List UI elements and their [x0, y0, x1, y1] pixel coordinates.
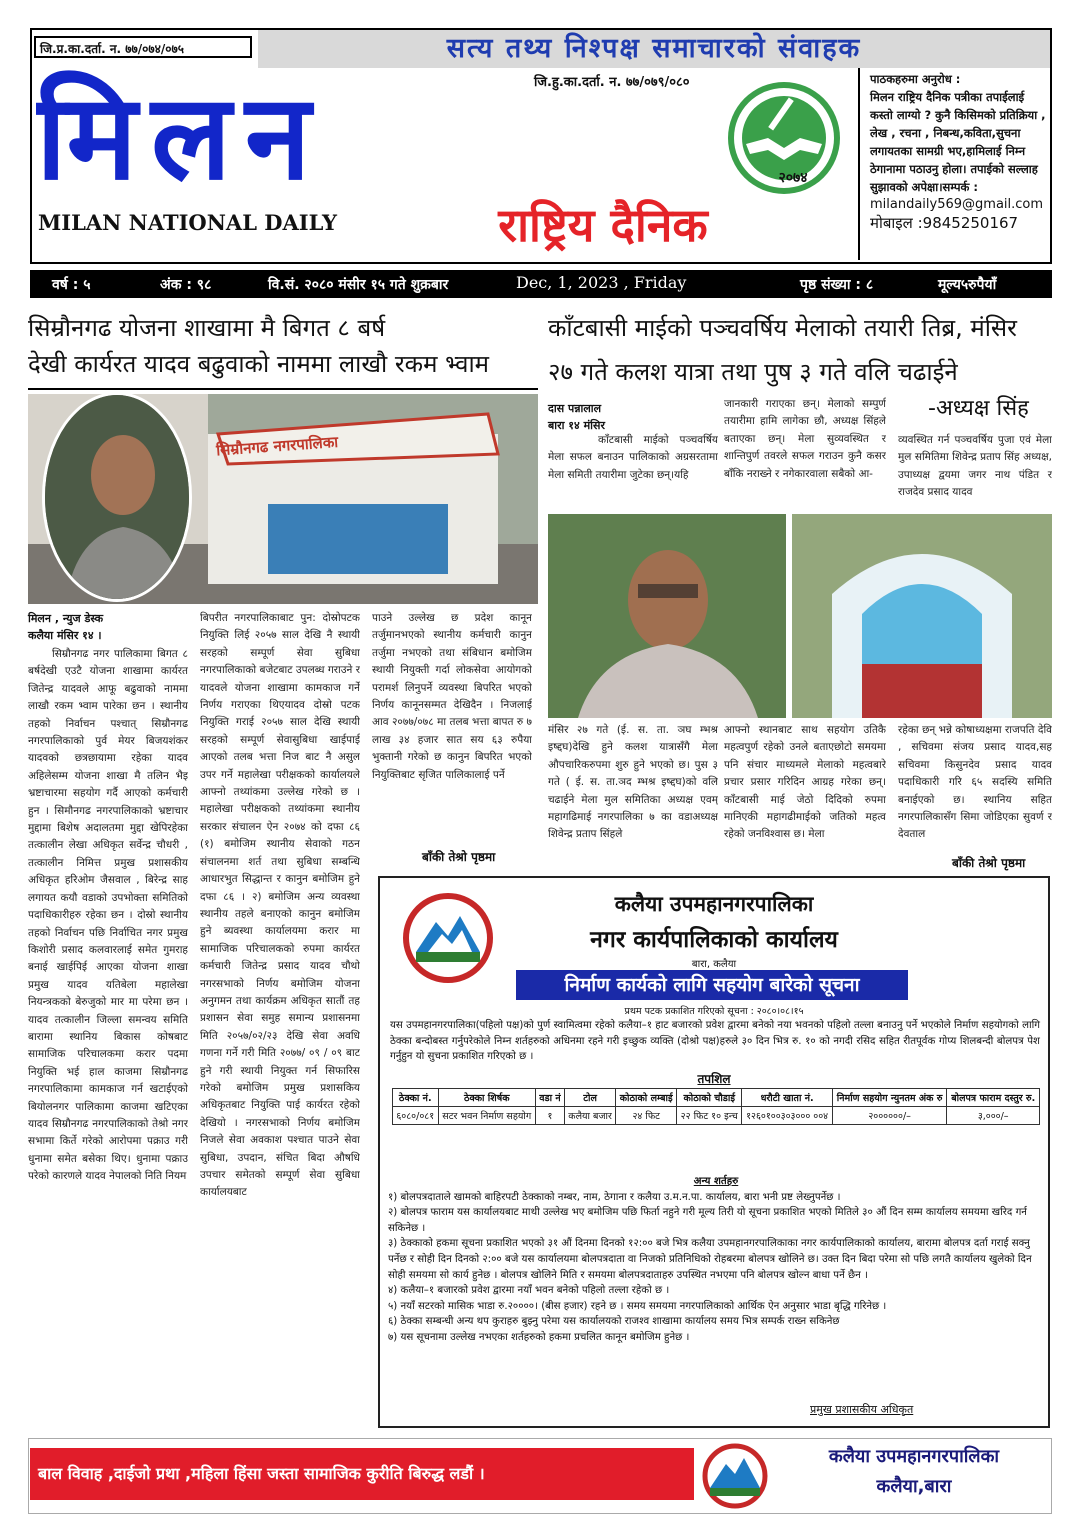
shrine-photo: [792, 514, 1052, 718]
newspaper-subtitle: राष्ट्रिय दैनिक: [498, 198, 708, 252]
footer-org-address: कलैया,बारा: [876, 1476, 952, 1497]
tender-table-cell: कलैया बजार: [564, 1107, 615, 1125]
social-slogan-banner: बाल विवाह ,दाईजो प्रथा ,महिला हिंसा जस्ता सामाजिक कुरीति बिरुद्ध लडौं ।: [30, 1448, 694, 1500]
left-story-continued[interactable]: बाँकी तेश्रो पृष्ठमा: [422, 850, 496, 864]
contact-phone[interactable]: मोबाइल :9845250167: [870, 214, 1019, 232]
left-story-column-1: सिम्रौनगढ नगर पालिकामा बिगत ८ बर्षदेखी एउटै योजना शाखामा कार्यरत जितेन्द्र यादवले आफू बढुवाको नाममा लाखौ रकम भ्वाम पारेका छन । स्थानीय तहको निर्वाचन पश्चात् सिम्रौनगढ नगरपालिकाको पुर्व मेयर बिजयशंकर यादवको छत्रछायामा रहेका यादव अहिलेसम्म योजना शाखा मै तलिन भैइ भ्रष्टाचारमा सहयोग गर्दै आएको कर्मचारी हुन । सिमौनगढ नगरपालिकाको भ्रष्टाचार मुद्दामा बिशेष अदालतमा मुद्दा खेपिरहेका तत्कालीन लेखा अधिकृत सर्वेन्द्र चौधरी , तत्कालीन निमित्त प्रमुख प्रशासकीय अधिकृत हरिओम जैसवाल , बिरेन्द्र साह लगायत कयौ वडाको उपभोक्ता समितिको पदाधिकारीहरु रहेका छन । दोस्रो स्थानीय तहको निर्वाचन पछि निर्वाचित नगर प्रमुख किशोरी प्रसाद कलवारलाई समेत गुमराह बनाई खाईपिई आएका योजना शाखा प्रमुख यादव यतिबेला महालेखा नियन्त्रकको बेरुजुको मार मा परेमा छन । यादव तत्कालीन जिल्ला समन्वय समिति बारामा स्थानिय बिकास कोषबाट सामाजिक परिचालकमा करार पदमा नियुक्ति भई हाल काजमा सिम्रौनगढ नगरपालिकामा कामकाज गर्न खटाईएको बियोलनगर पालिकामा काजमा खटिएका यादव सिम्रौनगढ नगरपालिकाको तेश्रो नगर सभामा किर्ते गरेको आरोपमा पक्राउ गरी धुनामा समेत बसेका थिए। धुनामा पक्राउ परेको कारणले यादव नेपालको निति नियम: [28, 648, 188, 1183]
issue-date-nepali: वि.सं. २०८० मंसीर १५ गते शुक्रबार: [268, 277, 449, 293]
tender-table-header-row: [393, 1089, 1040, 1107]
tender-table-cell: ६०८०/०८१: [393, 1107, 439, 1125]
issue-number: अंक : ९८: [160, 277, 212, 293]
tender-table-header: ठेक्का नं.: [393, 1089, 439, 1107]
tender-table-header: वडा नं: [536, 1089, 565, 1107]
list-item: ५) नयाँ सटरको मासिक भाडा रु.२००००। (बीस हजार) रहने छ । समय समयमा नगरपालिकाको आर्थिक ऐन अनुसार भाडा बृद्धि गरिनेछ ।: [388, 1300, 887, 1312]
tender-table-header: कोठाको चौडाई: [677, 1089, 742, 1107]
public-notice-box: [378, 876, 1050, 1428]
left-headline-line-1: सिम्रौनगढ योजना शाखामा मै बिगत ८ बर्ष: [28, 314, 386, 342]
tender-table-header: निर्माण सहयोग न्युनतम अंक रु: [832, 1089, 947, 1107]
tender-table-cell: २२ फिट १० इन्च: [677, 1107, 742, 1125]
right-headline-line-2: २७ गते कलश यात्रा तथा पुष ३ गते वलि चढाईने: [548, 358, 958, 386]
list-item: १) बोलपत्रदाताले खामको बाहिरपटी ठेक्काको नम्बर, नाम, ठेगाना र कलैया उ.म.न.पा. कार्यालय, बारा भनी प्रष्ट लेख्नुपर्नेछ ।: [388, 1191, 841, 1203]
right-byline: [548, 400, 718, 434]
tender-table-cell: २००००००/–: [832, 1107, 947, 1125]
table-row: [393, 1107, 1040, 1125]
list-item: ६) ठेक्का सम्बन्धी अन्य थप कुराहरु बुझ्नु परेमा यस कार्यालयको राजश्व शाखामा कार्यालय समय भित्र सम्पर्क राख्न सकिनेछ: [388, 1316, 840, 1328]
reader-notice-heading: पाठकहरुमा अनुरोध :: [870, 72, 961, 86]
person-portrait: [42, 392, 192, 602]
tender-table-header: कोठाको लम्बाई: [616, 1089, 677, 1107]
registration-number-left: जि.प्र.का.दर्ता. न. ७७/०७४/०७५: [34, 36, 252, 58]
tender-table: [392, 1088, 1040, 1125]
tender-table-header: टोल: [564, 1089, 615, 1107]
left-byline-name: मिलन , न्युज डेस्क: [28, 612, 104, 625]
notice-conditions: [388, 1174, 1044, 1346]
notice-signatory: प्रमुख प्रशासकीय अधिकृत: [810, 1403, 914, 1416]
notice-banner: निर्माण कार्यको लागि सहयोग बारेको सूचना: [516, 970, 908, 1000]
tender-table-cell: २४ फिट: [616, 1107, 677, 1125]
right-story-column-2-bottom: आफ्नो स्थानबाट साथ सहयोग उतिकै महत्वपुर्ण रहेको उनले बताएछोटो समयमा पनि संचार माध्यमले मेलाको महत्वबारे प्रचार प्रसार गरिदिन आग्रह गरेका छन्। काँटबासी माई जेठो दिदिको रुपमा मानिएकी महागढीमाईको जतिको महत्व रहेको जनविश्वास छ। मेला: [724, 724, 886, 841]
notice-office-title: नगर कार्यपालिकाको कार्यालय: [590, 927, 838, 953]
list-item: २) बोलपत्र फाराम यस कार्यालयबाट माथी उल्लेख भए बमोजिम पछि फिर्ता नहुने गरी मूल्य तिरी यो सूचना प्रकाशित भएको मितिले ३० औं दिन सम्म कार्यालय समयमा खरिद गर्न सकिनेछ ।: [388, 1207, 1027, 1234]
tender-table-cell: १२६०१००३०३००० ००४: [742, 1107, 833, 1125]
right-headline-attribution: -अध्यक्ष सिंह: [928, 396, 1029, 421]
chairman-photo: [548, 514, 786, 718]
issue-year: वर्ष : ५: [52, 277, 91, 293]
registration-number-right: जि.हु.का.दर्ता. न. ७७/०७९/०८०: [534, 75, 690, 90]
tender-table-header: ठेक्का शिर्षक: [438, 1089, 536, 1107]
notice-address: बारा, कलैया: [691, 959, 737, 970]
notice-office-name: कलैया उपमहानगरपालिका: [614, 892, 814, 916]
tender-table-cell: सटर भवन निर्माण सहयोग: [438, 1107, 536, 1125]
right-story-column-1-bottom: मंसिर २७ गते (ई. स. ता. ञघ म्भश्र इष्द्दघ)देखि हुने कलश यात्रासँगै मेला औपचारिकरुपमा शुरु हुने भएको छ। पुस ३ गते ( ई. स. ता.ञद म्भश्र इष्द्दघ)को वलि चढाईने मेला मुल समितिका अध्यक्ष एवम् महागढिमाई नगरपालिका ७ का वडाअध्यक्ष शिवेन्द्र प्रताप सिंहले: [548, 724, 718, 841]
right-headline-line-1: काँटबासी माईको पञ्चवर्षिय मेलाको तयारी तिब्र, मंसिर: [548, 314, 1017, 342]
issue-date-english: Dec, 1, 2023 , Friday: [516, 273, 687, 292]
divider: [28, 388, 538, 390]
page-count: पृष्ठ संख्या : ८: [800, 277, 874, 293]
right-story-column-1-top: काँटबासी माईको पञ्चवर्षिय मेला सफल बनाउन पालिकाको अग्रसरतामा मेला समिती तयारीमा जुटेका छन्।यहि: [548, 434, 718, 481]
notice-intro: यस उपमहानगरपालिका(पहिलो पक्ष)को पुर्ण स्वामित्वमा रहेको कलैया–१ हाट बजारको प्रवेश द्वारमा बनेको नया भवनको पहिलो तल्ला बनाउनु पर्ने भएकोले निर्माण सहयोगको लागि ठेक्का बन्दोबस्त गर्नुपरेकोले निम्न शर्तहरुको अधिनमा रहने गरी इच्छुक व्यक्ति (दोश्रो पक्ष)हरुले ३० दिन भित्र रु. १० को नगदी रसिद सहित रीतपूर्वक गोप्य शिलबन्दी बोलपत्र पेश गर्नुहुन यो सुचना प्रकाशित गरिएको छ ।: [390, 1020, 1040, 1063]
notice-publication-date: प्रथम पटक प्रकाशित गरिएको सूचना : २०८०।०८।१५: [624, 1006, 804, 1017]
tender-table-cell: ३,०००/–: [947, 1107, 1040, 1125]
reader-notice: [858, 68, 1050, 260]
tagline-banner: सत्य तथ्य निश्पक्ष समाचारको संवाहक: [258, 30, 1050, 68]
left-byline-place: कलैया मंसिर १४ ।: [28, 629, 102, 642]
left-headline[interactable]: [28, 310, 538, 390]
municipality-emblem-icon: [700, 1442, 770, 1510]
newspaper-title-english: MILAN NATIONAL DAILY: [38, 210, 338, 235]
price: मूल्य५रुपैयाँ: [938, 277, 997, 293]
list-item: ७) यस सूचनामा उल्लेख नभएका शर्तहरुको हकमा प्रचलित कानून बमोजिम हुनेछ ।: [388, 1331, 690, 1343]
right-byline-name: दास पन्नालाल: [548, 402, 602, 415]
right-story-column-3-bottom: रहेका छन् भन्ने कोषाध्यक्षमा राजपति देवि , सचिवमा संजय प्रसाद यादव,सह सचिवमा किसुनदेव प्रसाद यादव पदाधिकारी गरि ६५ सदस्यि समिति बनाईएको छ। स्थानिय सहित नगरपालिकासँग सिमा जोडिएका सुवर्ण र देवताल: [898, 724, 1052, 841]
issue-info-bar: [30, 270, 1052, 298]
left-headline-line-2: देखी कार्यरत यादव बढुवाको नाममा लाखौ रकम भ्वाम: [28, 350, 490, 378]
building-sign: सिम्रौनगढ नगरपालिका: [215, 432, 339, 460]
right-story-continued[interactable]: बाँकी तेश्रो पृष्ठमा: [952, 856, 1026, 870]
reader-notice-body: मिलन राष्ट्रिय दैनिक पत्रीका तपाईलाई कस्तो लाग्यो ? कुनै किसिमको प्रतिक्रिया , लेख , रचना , निबन्ध,कविता,सुचना लगायतका सामग्री भए,हामिलाई निम्न ठेगानामा पठाउनु होला। तपाईको सल्लाह सुझावको अपेक्षा।सम्पर्क :: [870, 90, 1046, 194]
tender-table-cell: १: [536, 1107, 565, 1125]
tender-table-header: बोलपत्र फाराम दस्तुर रु.: [947, 1089, 1040, 1107]
notice-conditions-title: अन्य शर्तहरु: [693, 1176, 739, 1187]
list-item: ३) ठेक्काको हकमा सूचना प्रकाशित भएको ३१ औं दिनमा दिनको १२:०० बजे भित्र कलैया उपमहानगरपालिकाका नगर कार्यपालिकाको कार्यालय, बारामा बोलपत्र दर्ता गराई सक्नु पर्नेछ र सोही दिन दिनको २:०० बजे यस कार्यालयमा बोलपत्रदाता वा निजको प्रतिनिधिको रोहबरमा बोलपत्र खोलिने छ। उक्त दिन बिदा परेमा सो पछि लगतै कार्यालय खुलेको दिन सोही समयमा सो कार्य हुनेछ । बोलपत्र खोलिने मिति र समयमा बोलपत्रदाताहरु उपस्थित नभएमा पनि बोलपत्र खोल्न बाधा पर्ने छैन ।: [388, 1238, 1032, 1281]
notice-table-caption: तपशिल: [697, 1072, 731, 1086]
left-story-column-3: पाउने उल्लेख छ प्रदेश कानून तर्जुमानभएको स्थानीय कर्मचारी कानुन तर्जुमा नभएको तथा संबिधान बमोजिम स्थायी नियुक्ती गर्दा लोकसेवा आयोगको परामर्श लिनुपर्ने व्यवस्था बिपरित भएको निर्णय कानूनसम्मत देखिदैन । निजलाई आव २०७७/०७८ मा तलब भत्ता बापत रु ७ लाख ३४ हजार सात सय ६३ रुपैया भुक्तानी गरेको छ कानुन बिपरित भएको नियुक्तिबाट सृजित पालिकालाई पर्ने: [372, 612, 532, 781]
footer-org-name: कलैया उपमहानगरपालिका: [828, 1446, 1000, 1467]
right-story-column-3-top: व्यवस्थित गर्न पञ्चवर्षिय पुजा एवं मेला मुल समितिमा शिवेन्द्र प्रताप सिंह अध्यक्ष, उपाध्यक्ष द्वयमा जगर नाथ पंडित र राजदेव प्रसाद यादव: [898, 434, 1052, 499]
list-item: ४) कलैया–१ बजारको प्रवेश द्वारमा नयाँ भवन बनेको पहिलो तल्ला रहेको छ ।: [388, 1285, 670, 1297]
left-byline: [28, 610, 178, 644]
newspaper-title: मिलन: [36, 68, 325, 206]
logo-year: २०७४: [778, 170, 808, 186]
right-byline-place: बारा १४ मंसिर: [548, 419, 605, 432]
right-story-column-2-top: जानकारी गराएका छन्। मेलाको सम्पुर्ण तयारीमा हामि लागेका छौ, अध्यक्ष सिंहले बताएका छन्। मेला सुव्यवस्थित र शान्तिपुर्ण तवरले सफल गराउन कुनै कसर बाँकि नराख्ने र नगेकारवाला सबैको आ-: [724, 398, 886, 480]
tender-table-header: धरौटी खाता नं.: [742, 1089, 833, 1107]
left-story-column-2: बिपरीत नगरपालिकाबाट पुन: दोस्रोपटक नियुक्ति लिई २०५७ साल देखि नै स्थायी सरहको सम्पूर्ण सेवा सुबिधा नगरपालिकाको बजेटबाट उपलब्ध गराउने र यादवले योजना शाखामा कामकाज गर्ने निर्णय गराएका थिएयादव दोस्रो पटक नियुक्ति गराई २०५७ साल देखि स्थायी सरहको सम्पूर्ण सेवासुबिधा खाईपाई आएको तलब भत्ता निज बाट नै असुल उपर गर्ने महालेखा परीक्षकको कार्यालयले आफ्नो तथ्यांकमा उल्लेख गरेको छ । महालेखा परीक्षकको तथ्यांकमा स्थानीय सरकार संचालन ऐन २०७४ को दफा ८६ (१) बमोजिम स्थानीय सेवाको गठन संचालनमा शर्त तथा सुबिधा सम्बन्धि आधारभुत सिद्धान्त र कानुन बमोजिम हुने दफा ८६ । २) बमोजिम अन्य व्यवस्था स्थानीय तहले बनाएको कानुन बमोजिम हुने ब्यवस्था कार्यालयमा करार मा सामाजिक परिचालकको रुपमा कार्यरत कर्मचारी जितेन्द्र प्रसाद यादव चौथो नगरसभाको निर्णय बमोजिम योजना अनुगमन तथा कार्यक्रम अधिकृत सातौं तह प्रशासन सेवा समुह समान्य प्रशासनमा मिति २०५७/०२/२३ देखि सेवा अवधि गणना गर्ने गरी मिति २०७७/ ०९ / ०९ बाट हुने गरी स्थायी नियुक्त गर्न सिफारिस गरेको बमोजिम प्रमुख प्रशासकिय अधिकृतबाट नियुक्ति पाई कार्यरत रहेको देखियो । नगरसभाको निर्णय बमोजिम निजले सेवा अवकाश पश्चात पाउने सेवा सुबिधा, उपदान, संचित बिदा औषधि उपचार समेतको सम्पूर्ण सेवा सुबिधा कार्यालयबाट: [200, 612, 360, 1199]
contact-email[interactable]: milandaily569@gmail.com: [870, 197, 1044, 212]
